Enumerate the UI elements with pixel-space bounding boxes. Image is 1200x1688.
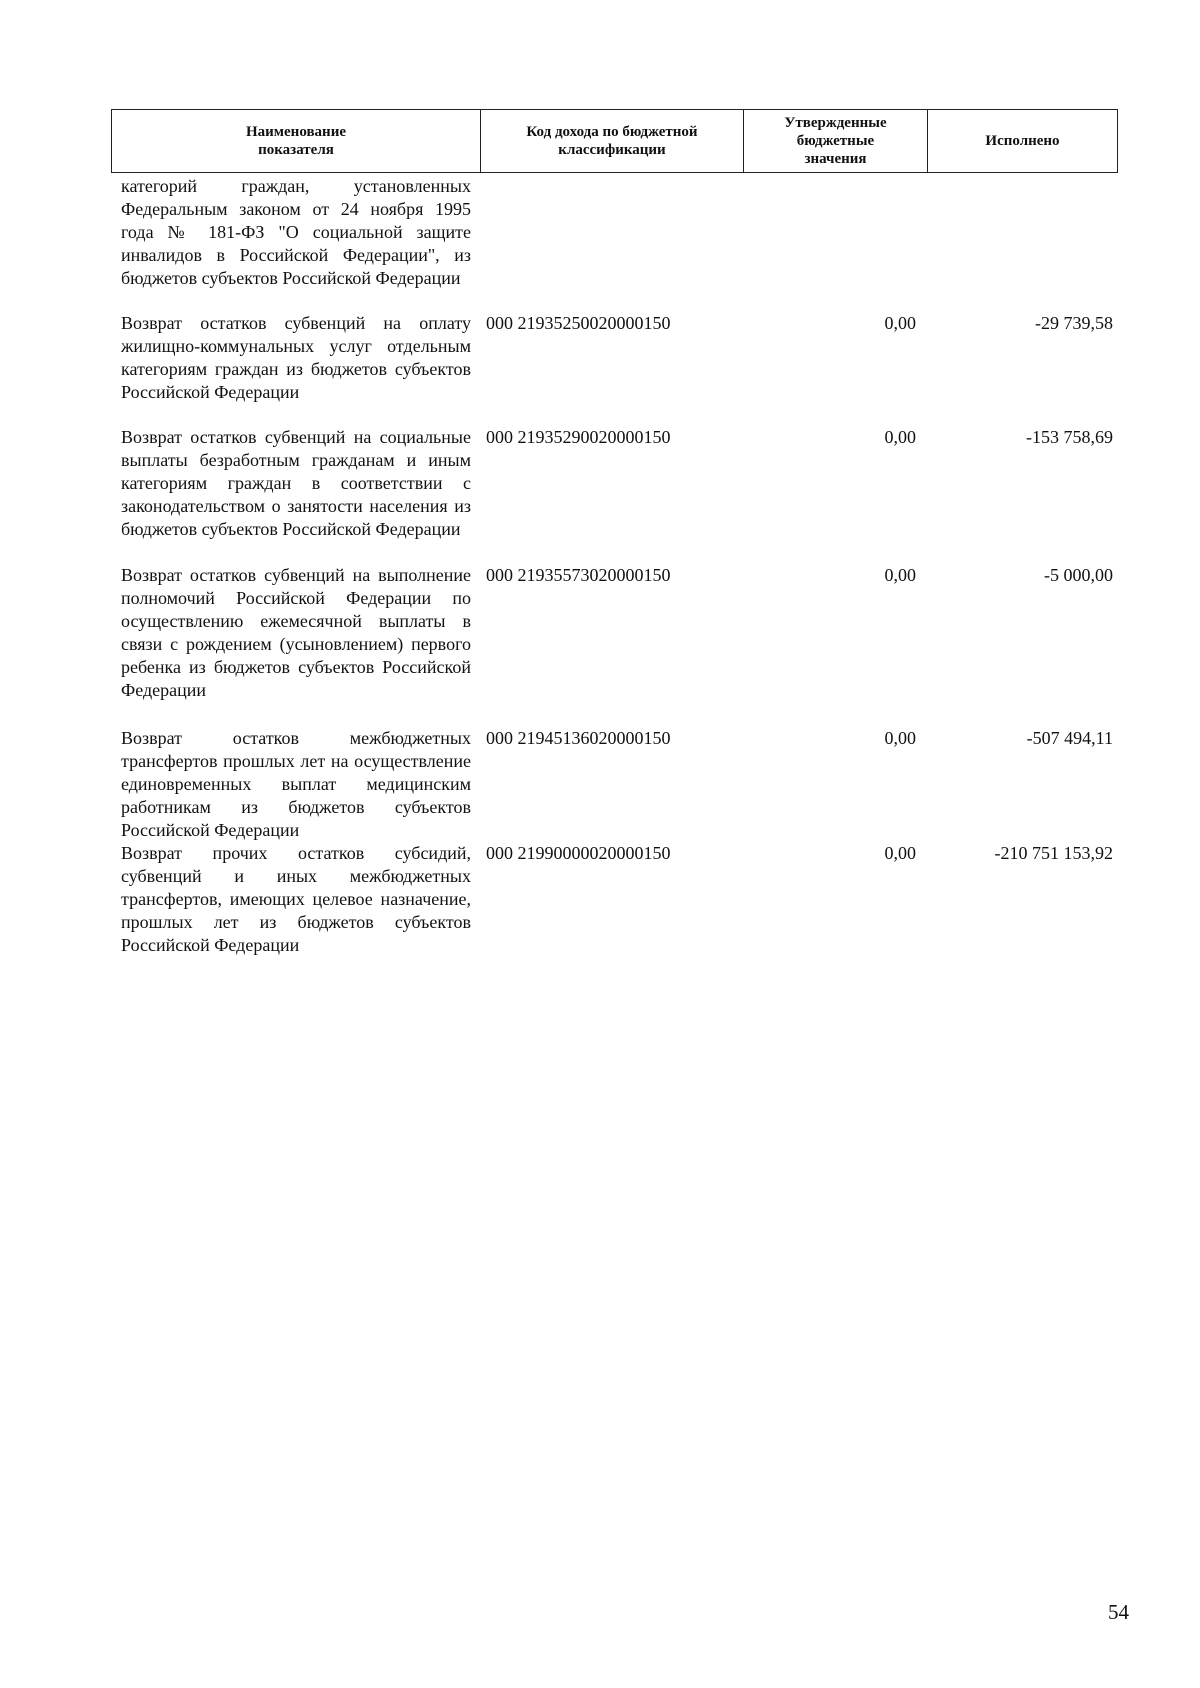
table-row [111, 175, 1117, 312]
row-name: категорий граждан, установленных Федеральным законом от 24 ноября 1995 года № 181-ФЗ "О социальной защите инвалидов в Российской Федерации", из бюджетов субъектов Российской Федерации [121, 176, 471, 288]
row-approved: 0,00 [884, 728, 916, 748]
table-body [111, 175, 1117, 957]
row-code: 000 21935573020000150 [486, 565, 671, 585]
row-approved: 0,00 [884, 427, 916, 447]
header-approved: Утвержденные бюджетные значения [744, 110, 928, 173]
row-name: Возврат прочих остатков субсидий, субвенций и иных межбюджетных трансфертов, имеющих целевое назначение, прошлых лет из бюджетов субъектов Российской Федерации [121, 843, 471, 955]
row-name: Возврат остатков межбюджетных трансфертов прошлых лет на осуществление единовременных выплат медицинским работникам из бюджетов субъектов Российской Федерации [121, 728, 471, 840]
header-name: Наименование показателя [112, 110, 481, 173]
row-executed: -153 758,69 [1026, 427, 1113, 447]
row-name: Возврат остатков субвенций на выполнение полномочий Российской Федерации по осуществлению ежемесячной выплаты в связи с рождением (усыновлением) первого ребенка из бюджетов субъектов Российской Федерации [121, 565, 471, 700]
row-approved: 0,00 [884, 313, 916, 333]
table-row [111, 727, 1117, 842]
table-row [111, 312, 1117, 426]
row-executed: -210 751 153,92 [994, 843, 1113, 863]
header-executed: Исполнено [928, 110, 1118, 173]
row-executed: -29 739,58 [1035, 313, 1113, 333]
row-name: Возврат остатков субвенций на оплату жилищно-коммунальных услуг отдельным категориям граждан из бюджетов субъектов Российской Федерации [121, 313, 471, 402]
row-code: 000 21945136020000150 [486, 728, 671, 748]
row-approved: 0,00 [884, 565, 916, 585]
table-row [111, 426, 1117, 564]
row-approved: 0,00 [884, 843, 916, 863]
row-code: 000 21935250020000150 [486, 313, 671, 333]
table-row [111, 564, 1117, 727]
row-name: Возврат остатков субвенций на социальные выплаты безработным гражданам и иным категориям граждан в соответствии с законодательством о занятости населения из бюджетов субъектов Российской Федерации [121, 427, 471, 539]
table-row [111, 842, 1117, 957]
table-header [111, 109, 1118, 173]
header-code: Код дохода по бюджетной классификации [481, 110, 744, 173]
row-executed [924, 175, 1117, 312]
row-code [471, 175, 734, 312]
row-code: 000 21935290020000150 [486, 427, 671, 447]
row-approved [734, 175, 924, 312]
row-executed: -507 494,11 [1026, 728, 1113, 748]
row-code: 000 21990000020000150 [486, 843, 671, 863]
row-executed: -5 000,00 [1044, 565, 1113, 585]
page-number: 54 [1108, 1600, 1129, 1624]
